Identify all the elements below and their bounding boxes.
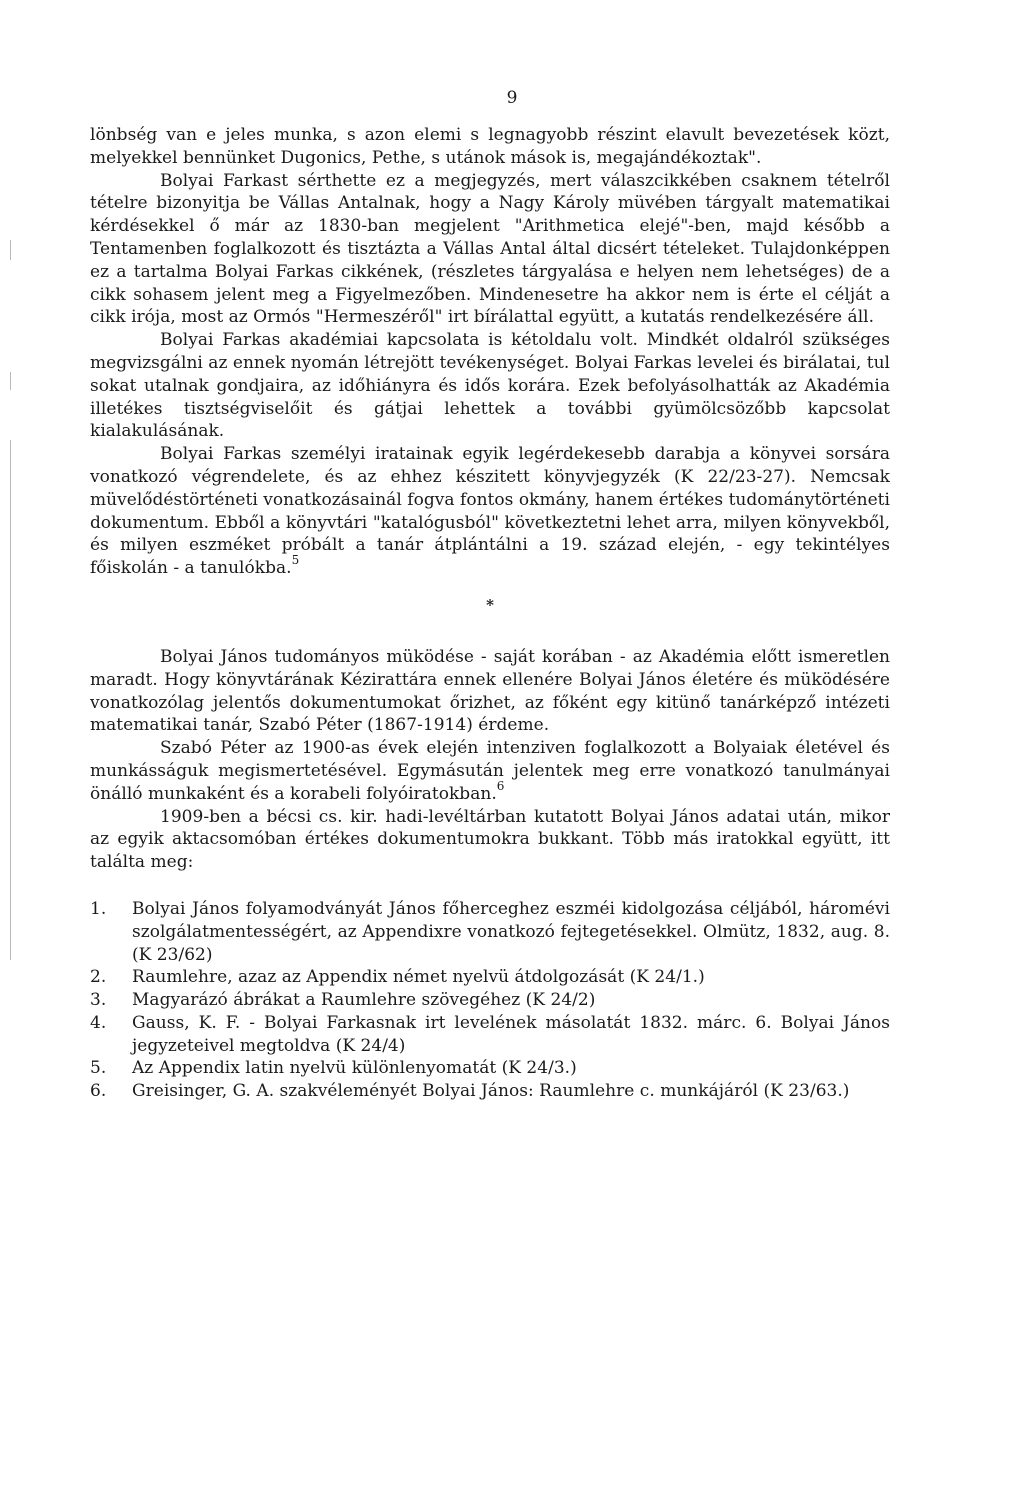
paragraph: Bolyai Farkas akadémiai kapcsolata is kétoldalu volt. Mindkét oldalról szükséges megvizsgálni az ennek nyomán létrejött tevékenységet. Bolyai Farkas levelei és birálatai, tul sokat utalnak gondjaira, az időhiányra és idős korára. Ezek befolyásolhatták az Akadémia illetékes tisztségviselőit és gátjai lehettek a további gyümölcsözőbb kapcsolat kialakulásának.	[90, 330, 890, 442]
footnote-marker: 5	[291, 553, 300, 568]
list-number: 5.	[90, 1058, 107, 1079]
paragraph-text: Szabó Péter az 1900-as évek elején intenziven foglalkozott a Bolyaiak életével és munkásságuk megismertetésével. Egymásután jelentek meg erre vonatkozó tanulmányai önálló munkaként és a korabeli folyóiratokban.	[90, 738, 890, 804]
paragraph: lönbség van e jeles munka, s azon elemi s legnagyobb részint elavult bevezetések közt, melyekkel bennünket Dugonics, Pethe, s utánok mások is, megajándékoztak".	[90, 125, 890, 168]
list-text: Az Appendix latin nyelvü különlenyomatát (K 24/3.)	[132, 1058, 577, 1079]
page-content	[90, 124, 890, 1103]
paragraph: Bolyai János tudományos müködése - saját korában - az Akadémia előtt ismeretlen maradt. Hogy könyvtárának Kézirattára ennek ellenére Bolyai János életére és müködésére vonatkozólag jelentős dokumentumokat őrizhet, az főként egy kitünő tanárképző intézeti matematikai tanár, Szabó Péter (1867-1914) érdeme.	[90, 646, 890, 736]
document-list	[90, 898, 890, 1103]
section-separator: *	[486, 595, 494, 614]
paragraph: Bolyai Farkast sérthette ez a megjegyzés, mert válaszcikkében csaknem tételről tételre bizonyitja be Vállas Antalnak, hogy a Nagy Károly müvében tárgyalt matematikai kérdésekkel ő már az 1830-ban megjelent "Arithmetica elejé"-ben, majd később a Tentamenben foglalkozott és tisztázta a Vállas Antal által dicsért tételeket. Tulajdonképpen ez a tartalma Bolyai Farkas cikkének, (részletes tárgyalása e helyen nem lehetséges) de a cikk sohasem jelent meg a Figyelmezőben. Mindenesetre ha akkor nem is érte el célját a cikk irója, most az Ormós "Hermeszéről" irt bírálattal együtt, a kutatás rendelkezésére áll.	[90, 170, 890, 328]
list-item	[90, 898, 890, 966]
list-item	[90, 1080, 890, 1103]
footnote-marker: 6	[496, 779, 505, 794]
list-item	[90, 989, 890, 1012]
list-number: 4.	[90, 1012, 107, 1033]
list-text: Magyarázó ábrákat a Raumlehre szövegéhez (K 24/2)	[132, 990, 596, 1011]
list-text: Gauss, K. F. - Bolyai Farkasnak irt levelének másolatát 1832. márc. 6. Bolyai János jegyzeteivel megtoldva (K 24/4)	[132, 1012, 890, 1056]
list-number: 3.	[90, 990, 107, 1011]
paragraph	[90, 443, 890, 580]
list-number: 1.	[90, 898, 107, 919]
list-item	[90, 1012, 890, 1058]
list-number: 2.	[90, 967, 107, 988]
page-number: 9	[506, 88, 518, 108]
paragraph	[90, 737, 890, 805]
scan-margin-line	[10, 440, 11, 960]
list-text: Greisinger, G. A. szakvéleményét Bolyai János: Raumlehre c. munkájáról (K 23/63.)	[132, 1081, 850, 1102]
list-text: Bolyai János folyamodványát János főherceghez eszméi kidolgozása céljából, háromévi szolgálatmentességért, az Appendixre vonatkozó fejtegetésekkel. Olmütz, 1832, aug. 8. (K 23/62)	[132, 898, 890, 965]
list-text: Raumlehre, azaz az Appendix német nyelvü átdolgozását (K 24/1.)	[132, 967, 705, 988]
spacer	[90, 618, 890, 646]
scan-margin-line	[10, 372, 11, 390]
paragraph: 1909-ben a bécsi cs. kir. hadi-levéltárban kutatott Bolyai János adatai után, mikor az egyik aktacsomóban értékes dokumentumokra bukkant. Több más iratokkal együtt, itt találta meg:	[90, 806, 890, 873]
list-item	[90, 1057, 890, 1080]
paragraph-text: Bolyai Farkas személyi iratainak egyik legérdekesebb darabja a könyvei sorsára vonatkozó végrendelete, és az ehhez készitett könyvjegyzék (K 22/23-27). Nemcsak müvelődéstörténeti vonatkozásainál fogva fontos okmány, hanem értékes tudománytörténeti dokumentum. Ebből a könyvtári "katalógusból" következtetni lehet arra, milyen könyvekből, és milyen eszméket próbált a tanár átplántálni a 19. század elején, - egy tekintélyes főiskolán - a tanulókba.	[90, 444, 890, 579]
list-item	[90, 966, 890, 989]
list-number: 6.	[90, 1081, 107, 1102]
scan-margin-line	[10, 240, 11, 260]
